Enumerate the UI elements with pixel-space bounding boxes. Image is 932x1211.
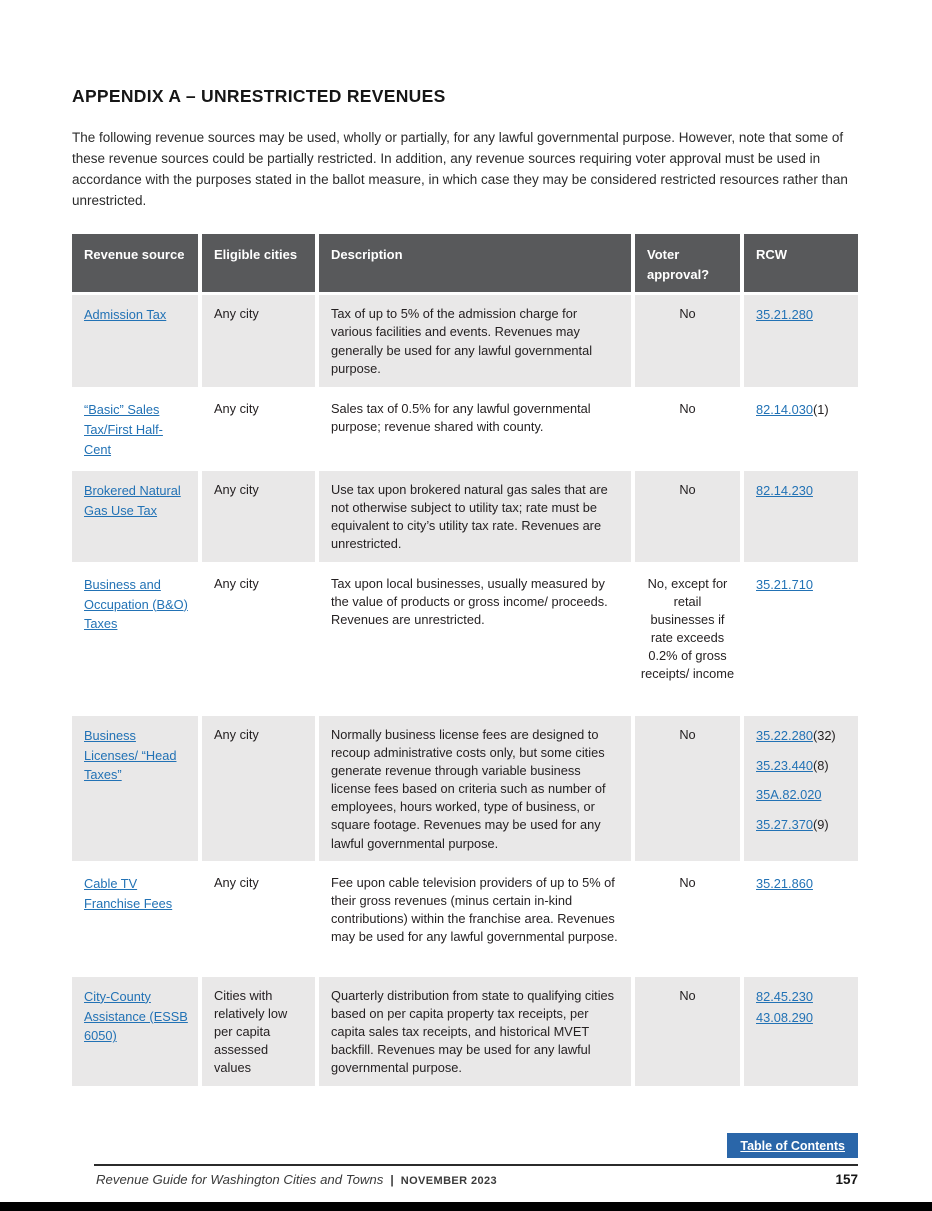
rcw-link[interactable]: 43.08.290 xyxy=(756,1009,813,1025)
rcw-link[interactable]: 82.14.030 xyxy=(756,402,813,418)
rcw-link[interactable]: 35A.82.020 xyxy=(756,787,822,803)
rcw-link[interactable]: 35.21.280 xyxy=(756,307,813,323)
description-cell: Sales tax of 0.5% for any lawful governmental purpose; revenue shared with county. xyxy=(319,390,631,467)
revenue-source-link[interactable]: Business Licenses/ “Head Taxes” xyxy=(84,727,177,783)
rcw-suffix: (1) xyxy=(812,402,829,418)
eligible-cities-cell: Any city xyxy=(202,471,315,562)
description-cell: Tax of up to 5% of the admission charge for various facilities and events. Revenues may generally be used for any lawful governmental purpose. xyxy=(319,295,631,387)
table-row xyxy=(72,390,858,467)
revenue-source-cell xyxy=(72,471,198,562)
intro-paragraph: The following revenue sources may be used, wholly or partially, for any lawful governmental purpose. However, note that some of these revenue sources could be partially restricted. In addition, any revenue sources requiring voter approval must be used in accordance with the purposes stated in the ballot measure, in which case they may be considered restricted resources rather than unrestricted. xyxy=(72,130,848,209)
revenue-source-cell xyxy=(72,390,198,467)
table-header-row xyxy=(72,234,858,292)
page-content xyxy=(72,86,858,1086)
page-footer xyxy=(96,1172,858,1187)
table-row xyxy=(72,864,858,974)
footer-divider xyxy=(94,1164,858,1166)
column-header-revenue-source: Revenue source xyxy=(72,234,198,292)
table-row xyxy=(72,471,858,562)
rcw-link[interactable]: 82.45.230 xyxy=(756,988,813,1004)
rcw-link[interactable]: 35.27.370 xyxy=(756,817,813,833)
column-header-rcw: RCW xyxy=(744,234,858,292)
rcw-link[interactable]: 35.21.710 xyxy=(756,576,813,592)
rcw-cell xyxy=(744,471,858,562)
footer-doc-title: Revenue Guide for Washington Cities and Towns xyxy=(96,1172,384,1187)
description-cell: Tax upon local businesses, usually measured by the value of products or gross income/ proceeds. Revenues are unrestricted. xyxy=(319,565,631,713)
eligible-cities-cell: Any city xyxy=(202,295,315,387)
column-header-description: Description xyxy=(319,234,631,292)
rcw-link[interactable]: 82.14.230 xyxy=(756,482,813,498)
revenue-table xyxy=(72,234,858,1085)
revenue-source-cell xyxy=(72,565,198,713)
table-row xyxy=(72,565,858,713)
table-row xyxy=(72,295,858,387)
revenue-source-cell xyxy=(72,295,198,387)
voter-approval-cell: No, except for retail businesses if rate exceeds 0.2% of gross receipts/ income xyxy=(635,565,740,713)
voter-approval-cell: No xyxy=(635,295,740,387)
revenue-source-cell xyxy=(72,716,198,861)
description-cell: Quarterly distribution from state to qualifying cities based on per capita property tax receipts, per capita sales tax receipts, and historical MVET backfill. Revenues may be used for any lawful governmental purpose. xyxy=(319,977,631,1086)
footer-separator: | xyxy=(390,1173,394,1187)
rcw-link[interactable]: 35.21.860 xyxy=(756,875,813,891)
revenue-source-link[interactable]: Business and Occupation (B&O) Taxes xyxy=(84,576,188,632)
bottom-page-edge-bar xyxy=(0,1202,932,1211)
revenue-source-cell xyxy=(72,864,198,974)
column-header-voter-approval: Voter approval? xyxy=(635,234,740,292)
page-number: 157 xyxy=(835,1172,858,1187)
voter-approval-cell: No xyxy=(635,471,740,562)
column-header-eligible-cities: Eligible cities xyxy=(202,234,315,292)
rcw-link[interactable]: 35.23.440 xyxy=(756,757,813,773)
voter-approval-cell: No xyxy=(635,864,740,974)
revenue-source-link[interactable]: Admission Tax xyxy=(84,307,167,323)
table-row xyxy=(72,716,858,861)
voter-approval-cell: No xyxy=(635,977,740,1086)
footer-date: NOVEMBER 2023 xyxy=(400,1175,498,1187)
eligible-cities-cell: Any city xyxy=(202,864,315,974)
eligible-cities-cell: Cities with relatively low per capita assessed values xyxy=(202,977,315,1086)
rcw-suffix: (32) xyxy=(812,727,836,743)
revenue-source-link[interactable]: “Basic” Sales Tax/First Half-Cent xyxy=(84,402,163,457)
eligible-cities-cell: Any city xyxy=(202,565,315,713)
description-cell: Normally business license fees are designed to recoup administrative costs only, but some cities generate revenue through variable business license fees based on criteria such as number of employees, hours worked, type of business, or square footage. Revenues may be used for any lawful governmental purpose. xyxy=(319,716,631,861)
rcw-cell xyxy=(744,390,858,467)
table-of-contents-button[interactable]: Table of Contents xyxy=(727,1133,858,1158)
rcw-suffix: (9) xyxy=(812,817,829,833)
page-title: APPENDIX A – UNRESTRICTED REVENUES xyxy=(72,86,446,106)
rcw-cell xyxy=(744,295,858,387)
description-cell: Fee upon cable television providers of up to 5% of their gross revenues (minus certain in-kind contributions) within the franchise area. Revenues may be used for any lawful governmental purpose. xyxy=(319,864,631,974)
rcw-cell xyxy=(744,565,858,713)
rcw-cell xyxy=(744,864,858,974)
eligible-cities-cell: Any city xyxy=(202,716,315,861)
voter-approval-cell: No xyxy=(635,716,740,861)
rcw-cell xyxy=(744,716,858,861)
revenue-source-cell xyxy=(72,977,198,1086)
rcw-cell xyxy=(744,977,858,1086)
revenue-source-link[interactable]: City-County Assistance (ESSB 6050) xyxy=(84,988,188,1044)
eligible-cities-cell: Any city xyxy=(202,390,315,467)
table-row xyxy=(72,977,858,1086)
description-cell: Use tax upon brokered natural gas sales that are not otherwise subject to utility tax; rate must be equivalent to city’s utility tax rate. Revenues are unrestricted. xyxy=(319,471,631,562)
rcw-suffix: (8) xyxy=(812,757,829,773)
revenue-source-link[interactable]: Cable TV Franchise Fees xyxy=(84,875,173,911)
rcw-link[interactable]: 35.22.280 xyxy=(756,727,813,743)
voter-approval-cell: No xyxy=(635,390,740,467)
revenue-source-link[interactable]: Brokered Natural Gas Use Tax xyxy=(84,482,181,518)
